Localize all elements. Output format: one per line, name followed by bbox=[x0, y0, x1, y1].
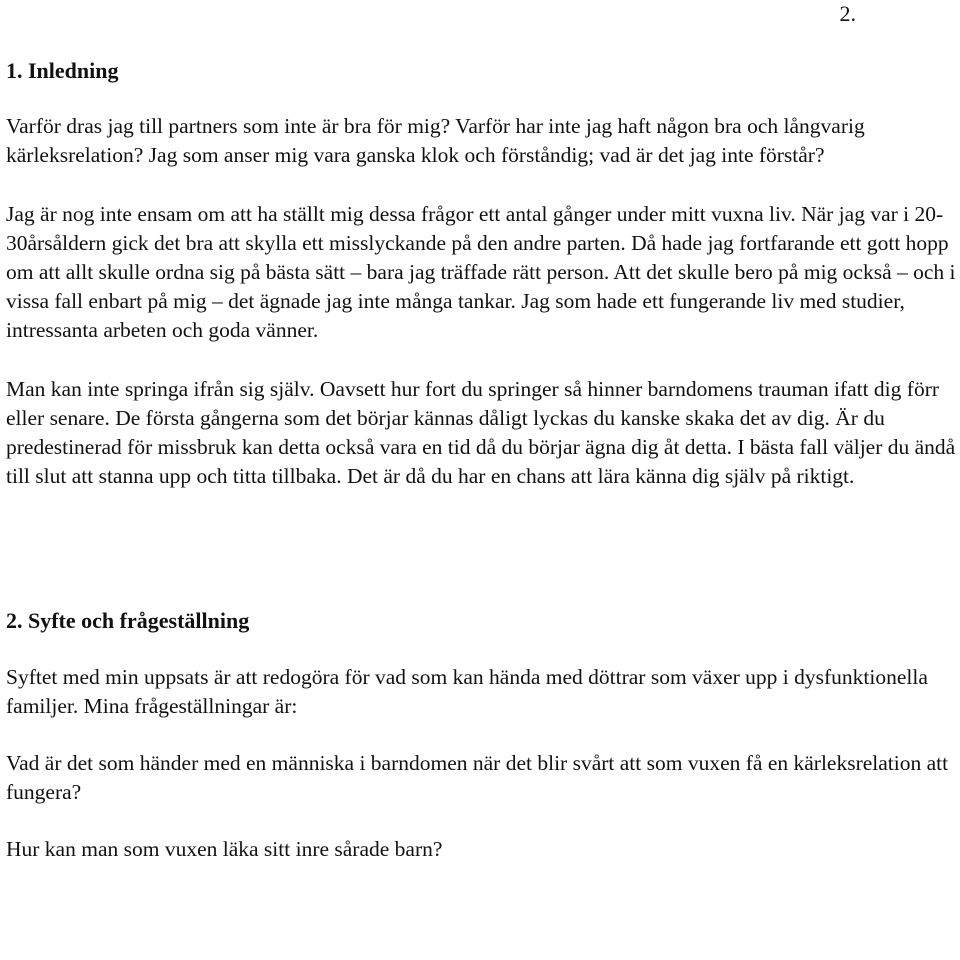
paragraph: Vad är det som händer med en människa i barndomen när det blir svårt att som vuxen få en kärleksrelation att fungera? bbox=[6, 751, 949, 804]
paragraph: Hur kan man som vuxen läka sitt inre sårade barn? bbox=[6, 837, 443, 861]
paragraph: Varför dras jag till partners som inte är bra för mig? Varför har inte jag haft någon bra och långvarig kärleksrelation? Jag som anser mig vara ganska klok och förståndig; vad är det jag inte förstår? bbox=[6, 114, 865, 167]
section-introduction bbox=[6, 57, 956, 491]
paragraph: Man kan inte springa ifrån sig själv. Oavsett hur fort du springer så hinner barndomens trauman ifatt dig förr eller senare. De första gångerna som det börjar kännas dåligt lyckas du kanske skaka det av dig. Är du predestinerad för missbruk kan detta också vara en tid då du börjar ägna dig åt detta. I bästa fall väljer du ändå till slut att stanna upp och titta tillbaka. Det är då du har en chans att lära känna dig själv på riktigt. bbox=[6, 377, 956, 488]
page-number: 2. bbox=[839, 1, 856, 26]
section-purpose bbox=[6, 607, 956, 864]
section-heading-purpose: 2. Syfte och frågeställning bbox=[6, 608, 250, 633]
paragraph: Jag är nog inte ensam om att ha ställt mig dessa frågor ett antal gånger under mitt vuxna liv. När jag var i 20-30årsåldern gick det bra att skylla ett misslyckande på den andre parten. Då hade jag fortfarande ett gott hopp om att allt skulle ordna sig på bästa sätt – bara jag träffade rätt person. Att det skulle bero på mig också – och i vissa fall enbart på mig – det ägnade jag inte många tankar. Jag som hade ett fungerande liv med studier, intressanta arbeten och goda vänner. bbox=[6, 202, 956, 342]
paragraph: Syftet med min uppsats är att redogöra för vad som kan hända med döttrar som växer upp i dysfunktionella familjer. Mina frågeställningar är: bbox=[6, 665, 928, 718]
document-body bbox=[6, 57, 956, 864]
section-heading-introduction: 1. Inledning bbox=[6, 58, 119, 83]
